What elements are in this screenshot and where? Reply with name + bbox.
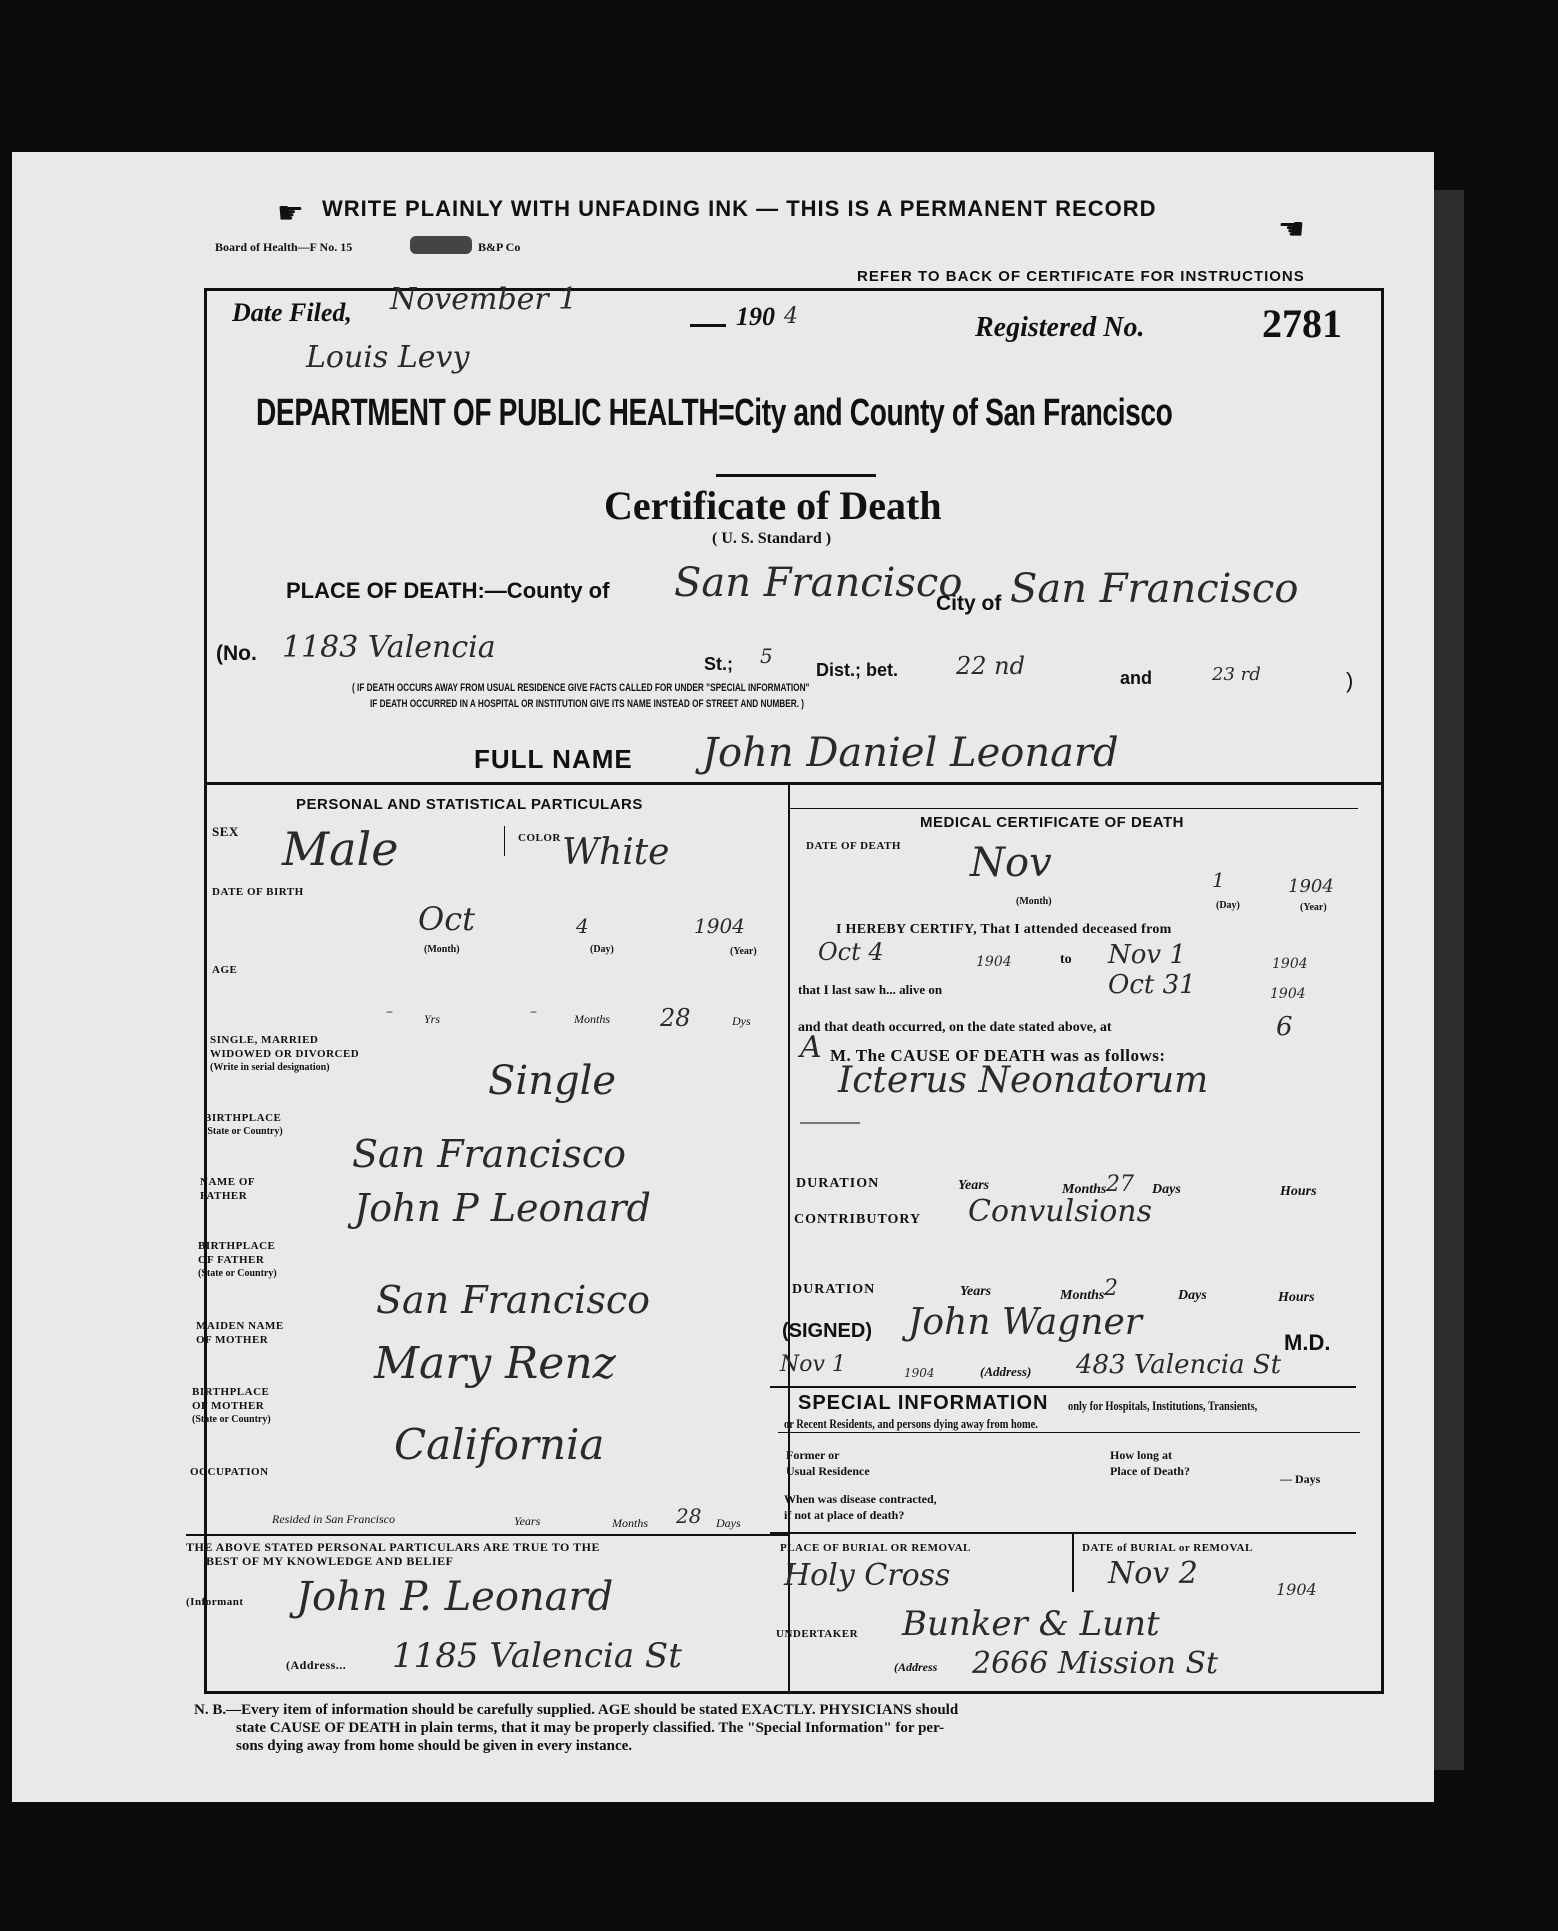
department-title: DEPARTMENT OF PUBLIC HEALTH=City and County of San Francisco [256, 392, 1173, 434]
duration-days-label-2: Days [1178, 1288, 1207, 1303]
physician-address: 483 Valencia St [1076, 1350, 1282, 1380]
attend-from: Oct 4 [818, 938, 884, 966]
date-filed-value: November 1 [390, 282, 578, 317]
sex-value: Male [282, 822, 399, 876]
special-divider [770, 1386, 1356, 1388]
dod-month: Nov [970, 840, 1052, 886]
dob-month-caption: (Month) [424, 944, 460, 955]
death-hour: 6 [1276, 1012, 1293, 1042]
date-filed-label: Date Filed, [232, 298, 352, 327]
contracted-label-1: When was disease contracted, [784, 1492, 937, 1506]
informant-address-label: (Address... [286, 1658, 347, 1672]
full-name-value: John Daniel Leonard [702, 730, 1119, 776]
duration-months-label-2: Months [1060, 1288, 1105, 1303]
duration-label-2: DURATION [792, 1282, 876, 1297]
contracted-label-2: if not at place of death? [784, 1508, 905, 1522]
printer-mark: B&P Co [478, 240, 521, 254]
duration-days-1: 27 [1106, 1172, 1134, 1197]
contributory-label: CONTRIBUTORY [794, 1212, 922, 1227]
age-days: 28 [660, 1004, 691, 1032]
duration-years-label-2: Years [960, 1284, 992, 1299]
informant-value: John P. Leonard [296, 1574, 614, 1620]
dod-month-caption: (Month) [1016, 896, 1052, 907]
age-months: – [530, 1004, 537, 1020]
md-label: M.D. [1284, 1330, 1331, 1355]
dob-year-caption: (Year) [730, 946, 757, 957]
attend-to-label: to [1060, 952, 1072, 967]
dod-year: 1904 [1288, 876, 1334, 897]
mother-bp-label-2: OF MOTHER [192, 1400, 265, 1412]
mother-label-2: OF MOTHER [196, 1334, 269, 1346]
section-divider [204, 782, 1384, 785]
and-label: and [1120, 668, 1153, 688]
dob-label: DATE OF BIRTH [212, 886, 304, 898]
birthplace-label: BIRTHPLACE [204, 1112, 282, 1124]
resided-months-label: Months [612, 1516, 648, 1530]
cause-value: Icterus Neonatorum [838, 1060, 1209, 1101]
close-paren: ) [1346, 668, 1354, 693]
residence-note-1: ( IF DEATH OCCURS AWAY FROM USUAL RESIDENCE GIVE FACTS CALLED FOR UNDER "SPECIAL INFORMATION" [352, 682, 810, 694]
duration-hours-label-1: Hours [1280, 1184, 1317, 1199]
marital-label-2: WIDOWED OR DIVORCED [210, 1048, 360, 1060]
burial-date: Nov 2 [1108, 1556, 1198, 1591]
birthplace-value: San Francisco [352, 1132, 626, 1176]
attend-to: Nov 1 [1108, 940, 1186, 970]
resided-days: 28 [676, 1504, 702, 1528]
how-long-label-2: Place of Death? [1110, 1464, 1190, 1478]
burial-place-label: PLACE OF BURIAL OR REMOVAL [780, 1542, 971, 1554]
dod-label: DATE OF DEATH [806, 840, 901, 852]
birthplace-sub: (State or Country) [204, 1126, 283, 1137]
registrar-signature: Louis Levy [306, 340, 470, 375]
last-saw-text: that I last saw h... alive on [798, 982, 943, 997]
special-note-1: only for Hospitals, Institutions, Transients, [1068, 1398, 1258, 1413]
seal-logo [410, 236, 472, 254]
former-label-1: Former or [786, 1448, 840, 1462]
marital-value: Single [488, 1058, 617, 1104]
burial-divider [770, 1532, 1356, 1534]
father-bp-label-2: OF FATHER [198, 1254, 265, 1266]
informant-label: (Informant [186, 1596, 244, 1608]
father-bp-sub: (State or Country) [198, 1268, 277, 1279]
signed-label: (SIGNED) [782, 1320, 872, 1342]
sex-color-divider [504, 826, 505, 856]
footer-note-1: N. B.—Every item of information should be carefully supplied. AGE should be stated EXACTLY. PHYSICIANS should [194, 1702, 959, 1718]
registered-number: 2781 [1262, 301, 1342, 346]
mother-bp-label-1: BIRTHPLACE [192, 1386, 270, 1398]
color-label: COLOR [518, 832, 561, 844]
between2-value: 23 rd [1212, 664, 1261, 685]
pointing-hand-right-icon: ☛ [1278, 213, 1305, 246]
color-value: White [562, 832, 670, 873]
dod-day: 1 [1212, 868, 1225, 892]
attest-divider [186, 1534, 788, 1536]
residence-note-2: IF DEATH OCCURRED IN A HOSPITAL OR INSTITUTION GIVE ITS NAME INSTEAD OF STREET AND NUMBER. ) [370, 698, 805, 710]
age-years-label: Yrs [424, 1012, 441, 1026]
undertaker-address: 2666 Mission St [972, 1646, 1219, 1681]
attest-line-2: BEST OF MY KNOWLEDGE AND BELIEF [206, 1554, 454, 1568]
st-label: St.; [704, 654, 733, 674]
father-label-1: NAME OF [200, 1176, 256, 1188]
attend-to-year: 1904 [1272, 956, 1308, 972]
footer-note-2: state CAUSE OF DEATH in plain terms, that it may be properly classified. The "Special Information" for per- [236, 1720, 945, 1736]
dob-day-caption: (Day) [590, 944, 614, 955]
contributory-value: Convulsions [968, 1194, 1152, 1229]
date-filed-rule [690, 324, 726, 327]
cause-label: M. The CAUSE OF DEATH was as follows: [830, 1046, 1166, 1065]
physician-signature: John Wagner [908, 1302, 1142, 1343]
signed-date: Nov 1 [780, 1352, 846, 1377]
footer-note-3: sons dying away from home should be given in every instance. [236, 1738, 633, 1754]
standard-subtitle: ( U. S. Standard ) [712, 530, 832, 547]
refer-instructions: REFER TO BACK OF CERTIFICATE FOR INSTRUCTIONS [857, 268, 1305, 285]
physician-address-label: (Address) [980, 1364, 1032, 1379]
special-header: SPECIAL INFORMATION [798, 1392, 1049, 1414]
burial-place: Holy Cross [784, 1558, 951, 1593]
dod-day-caption: (Day) [1216, 900, 1240, 911]
burial-year: 1904 [1276, 1580, 1317, 1599]
special-rule [778, 1432, 1360, 1433]
how-long-label-1: How long at [1110, 1448, 1173, 1462]
father-value: John P Leonard [354, 1186, 652, 1230]
no-label: (No. [216, 642, 257, 665]
dist-label: Dist.; bet. [816, 660, 899, 680]
mother-value: Mary Renz [374, 1338, 616, 1389]
cause-dash [800, 1122, 860, 1124]
duration-days-label-1: Days [1152, 1182, 1181, 1197]
age-days-label: Dys [732, 1014, 751, 1028]
attest-line-1: THE ABOVE STATED PERSONAL PARTICULARS ARE TRUE TO THE [186, 1540, 600, 1554]
city-value: San Francisco [1010, 566, 1299, 612]
duration-years-label-1: Years [958, 1178, 990, 1193]
resided-years-label: Years [514, 1514, 541, 1528]
dob-year: 1904 [694, 914, 745, 938]
special-note-2: or Recent Residents, and persons dying away from home. [784, 1416, 1038, 1431]
mother-label-1: MAIDEN NAME [196, 1320, 284, 1332]
between1-value: 22 nd [956, 652, 1025, 680]
ward-value: 5 [760, 644, 773, 668]
father-bp-label-1: BIRTHPLACE [198, 1240, 276, 1252]
mother-bp-sub: (State or Country) [192, 1414, 271, 1425]
duration-days-2: 2 [1104, 1276, 1118, 1301]
dob-day: 4 [576, 914, 589, 938]
age-months-label: Months [574, 1012, 610, 1026]
death-am: A [800, 1030, 822, 1065]
dod-year-caption: (Year) [1300, 902, 1327, 913]
how-long-days-label: — Days [1280, 1472, 1321, 1486]
dob-month: Oct [418, 900, 476, 938]
duration-label-1: DURATION [796, 1176, 880, 1191]
signed-year: 1904 [904, 1366, 935, 1380]
burial-date-label: DATE of BURIAL or REMOVAL [1082, 1542, 1253, 1554]
undertaker-address-label: (Address [894, 1660, 938, 1674]
medical-header-rule [790, 808, 1358, 809]
attend-from-year: 1904 [976, 954, 1012, 970]
last-saw-date: Oct 31 [1108, 970, 1196, 1000]
occupation-label: OCCUPATION [190, 1466, 269, 1478]
registered-label: Registered No. [975, 312, 1145, 343]
place-label: PLACE OF DEATH:—County of [286, 578, 610, 603]
year-prefix: 190 [736, 302, 775, 331]
full-name-label: FULL NAME [474, 744, 633, 774]
undertaker-value: Bunker & Lunt [902, 1604, 1160, 1644]
certificate-title: Certificate of Death [604, 483, 942, 528]
warning-banner: WRITE PLAINLY WITH UNFADING INK — THIS IS A PERMANENT RECORD [322, 196, 1157, 221]
title-rule [716, 474, 876, 477]
duration-months-label-1: Months [1062, 1182, 1107, 1197]
certify-text: I HEREBY CERTIFY, That I attended deceased from [836, 922, 1172, 937]
occurred-text: and that death occurred, on the date stated above, at [798, 1020, 1112, 1035]
year-suffix: 4 [784, 304, 798, 329]
personal-header: PERSONAL AND STATISTICAL PARTICULARS [296, 796, 643, 813]
duration-hours-label-2: Hours [1278, 1290, 1315, 1305]
page-edge [1434, 190, 1464, 1770]
resided-label: Resided in San Francisco [272, 1512, 395, 1526]
marital-label-1: SINGLE, MARRIED [210, 1034, 319, 1046]
former-label-2: Usual Residence [786, 1464, 870, 1478]
informant-address: 1185 Valencia St [392, 1636, 682, 1676]
age-years: – [386, 1004, 393, 1020]
marital-label-3: (Write in serial designation) [210, 1062, 330, 1073]
undertaker-label: UNDERTAKER [776, 1628, 859, 1640]
burial-column-divider [1072, 1532, 1074, 1592]
resided-days-label: Days [716, 1516, 741, 1530]
county-value: San Francisco [674, 560, 963, 606]
father-label-2: FATHER [200, 1190, 248, 1202]
sex-label: SEX [212, 824, 239, 839]
medical-header: MEDICAL CERTIFICATE OF DEATH [920, 814, 1184, 831]
mother-bp-value: California [394, 1420, 605, 1469]
father-bp-value: San Francisco [376, 1278, 650, 1322]
form-id: Board of Health—F No. 15 [215, 240, 353, 254]
age-label: AGE [212, 964, 238, 976]
street-value: 1183 Valencia [282, 630, 496, 665]
last-saw-year: 1904 [1270, 986, 1306, 1002]
pointing-hand-left-icon: ☛ [277, 197, 304, 230]
city-label: City of [936, 592, 1002, 615]
